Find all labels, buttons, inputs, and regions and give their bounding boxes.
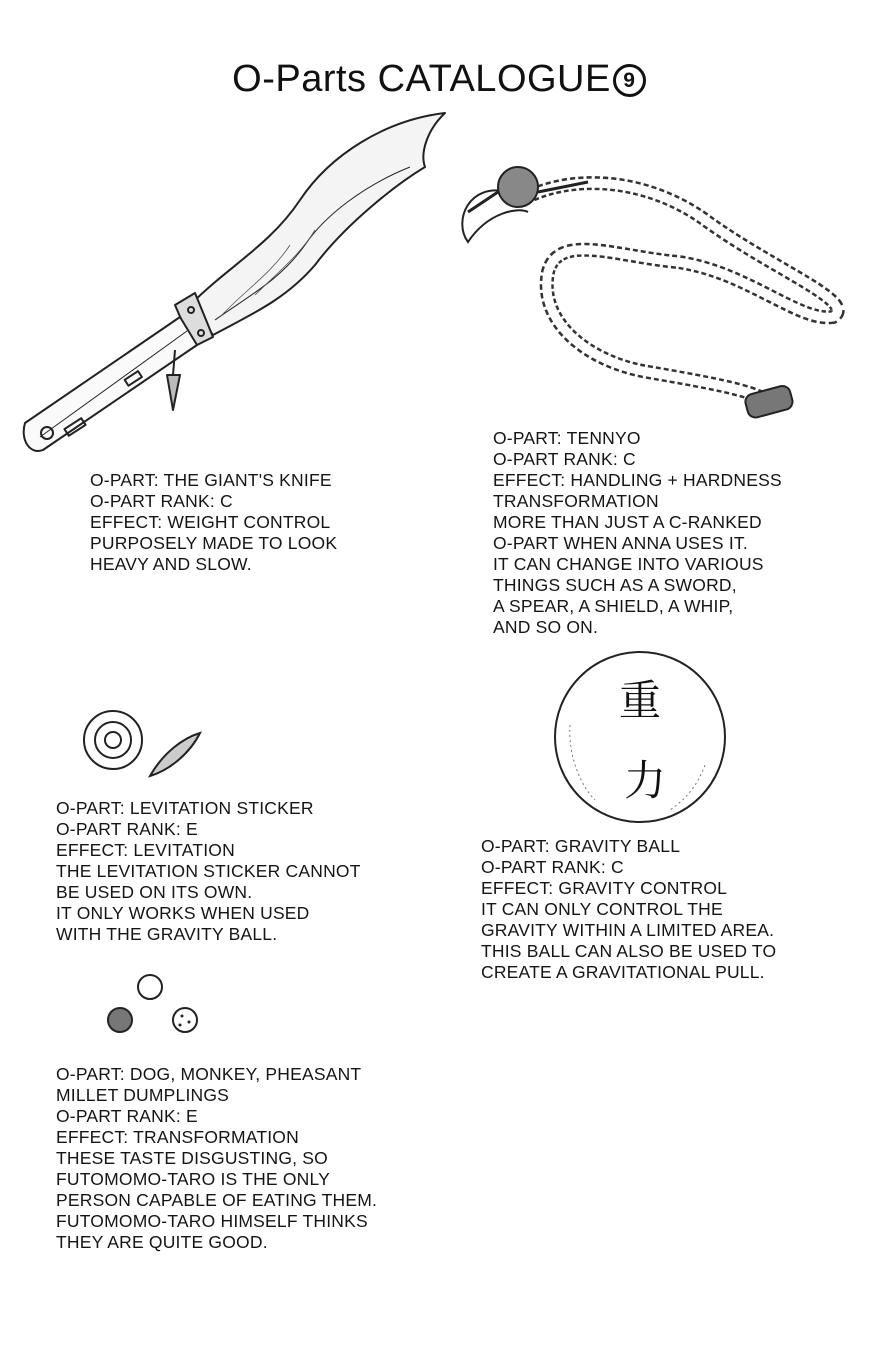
entry-line: THIS BALL CAN ALSO BE USED TO [481, 941, 777, 961]
gravity-kanji-1: 重 [618, 676, 662, 725]
entry-line: O-PART: THE GIANT'S KNIFE [90, 470, 332, 490]
entry-millet-dumplings [56, 1064, 377, 1253]
entry-line: EFFECT: HANDLING + HARDNESS [493, 470, 782, 490]
gravity-kanji-2: 力 [623, 756, 667, 805]
entry-line: O-PART: LEVITATION STICKER [56, 798, 314, 818]
entry-line: IT CAN ONLY CONTROL THE [481, 899, 723, 919]
entry-line: EFFECT: TRANSFORMATION [56, 1127, 299, 1147]
title-text: O-Parts CATALOGUE [232, 58, 611, 100]
gravity-ball-illustration [550, 645, 730, 825]
entry-line: THESE TASTE DISGUSTING, SO [56, 1148, 328, 1168]
entry-giants-knife [90, 470, 337, 575]
entry-line: TRANSFORMATION [493, 491, 659, 511]
entry-line: IT ONLY WORKS WHEN USED [56, 903, 310, 923]
entry-line: FUTOMOMO-TARO HIMSELF THINKS [56, 1211, 368, 1231]
giants-knife-illustration [15, 105, 460, 465]
entry-line: THE LEVITATION STICKER CANNOT [56, 861, 361, 881]
entry-line: O-PART RANK: E [56, 819, 198, 839]
page-title [0, 58, 878, 101]
millet-dumplings-illustration [100, 970, 210, 1040]
entry-levitation-sticker [56, 798, 361, 945]
entry-line: A SPEAR, A SHIELD, A WHIP, [493, 596, 734, 616]
entry-line: PURPOSELY MADE TO LOOK [90, 533, 338, 553]
entry-line: THEY ARE QUITE GOOD. [56, 1232, 268, 1252]
entry-line: O-PART: DOG, MONKEY, PHEASANT [56, 1064, 362, 1084]
entry-line: HEAVY AND SLOW. [90, 554, 252, 574]
entry-line: O-PART RANK: C [90, 491, 233, 511]
entry-line: PERSON CAPABLE OF EATING THEM. [56, 1190, 378, 1210]
tennyo-illustration [448, 152, 868, 437]
entry-gravity-ball [481, 836, 776, 983]
title-number-badge: 9 [613, 64, 646, 97]
entry-line: THINGS SUCH AS A SWORD, [493, 575, 737, 595]
entry-line: EFFECT: LEVITATION [56, 840, 235, 860]
entry-line: O-PART RANK: C [481, 857, 624, 877]
entry-line: GRAVITY WITHIN A LIMITED AREA. [481, 920, 775, 940]
entry-tennyo [493, 428, 782, 638]
entry-line: AND SO ON. [493, 617, 599, 637]
entry-line: O-PART WHEN ANNA USES IT. [493, 533, 748, 553]
entry-line: O-PART: GRAVITY BALL [481, 836, 681, 856]
entry-line: EFFECT: WEIGHT CONTROL [90, 512, 331, 532]
levitation-sticker-illustration [78, 708, 208, 788]
entry-line: IT CAN CHANGE INTO VARIOUS [493, 554, 764, 574]
entry-line: WITH THE GRAVITY BALL. [56, 924, 278, 944]
entry-line: O-PART: TENNYO [493, 428, 641, 448]
entry-line: CREATE A GRAVITATIONAL PULL. [481, 962, 765, 982]
entry-line: MORE THAN JUST A C-RANKED [493, 512, 762, 532]
entry-line: O-PART RANK: C [493, 449, 636, 469]
entry-line: O-PART RANK: E [56, 1106, 198, 1126]
entry-line: FUTOMOMO-TARO IS THE ONLY [56, 1169, 330, 1189]
entry-line: EFFECT: GRAVITY CONTROL [481, 878, 728, 898]
entry-line: BE USED ON ITS OWN. [56, 882, 253, 902]
entry-line: MILLET DUMPLINGS [56, 1085, 230, 1105]
